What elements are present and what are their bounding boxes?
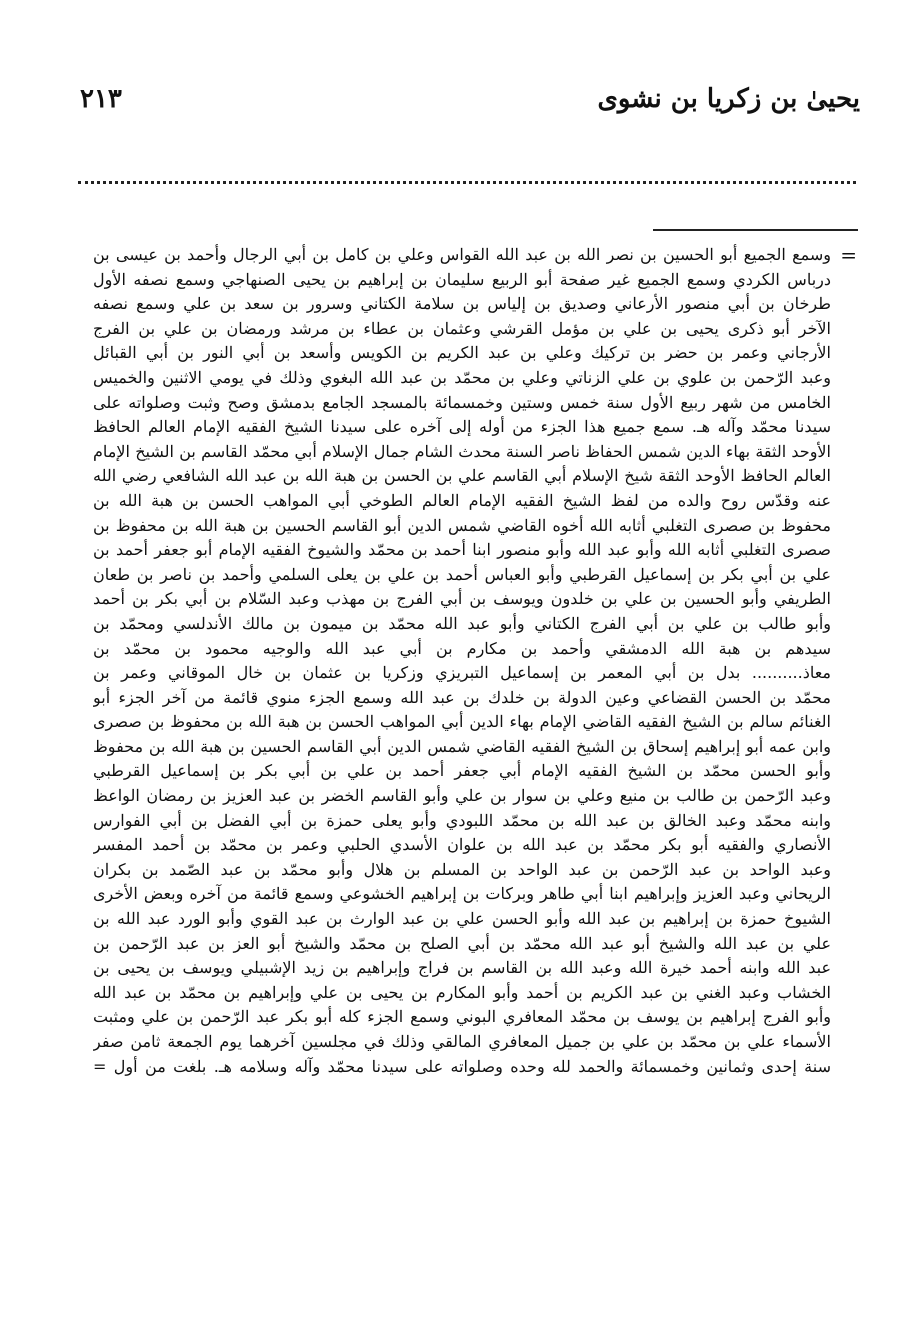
page-number: ٢١٣: [80, 84, 122, 114]
text-line: وأبو الفرج إبراهيم بن يوسف بن محمّد المعافري البوني وسمع الجزء كله أبو بكر عبد الرّحمن بن علي ومثبت: [93, 1007, 831, 1027]
text-line: الخشاب وعبد الغني بن عبد الكريم بن أحمد وأبو المكارم بن يحيى بن علي وإبراهيم بن محمّد بن عبد الله: [93, 982, 831, 1002]
running-title: يحيىٰ بن زكريا بن نشوى: [597, 84, 860, 114]
text-line: وأبو طالب بن علي بن أبي الفرج الكتاني وأبو عبد الله محمّد بن ميمون بن مالك الأندلسي ومحمّد بن: [93, 613, 831, 633]
text-line: الريحاني وعبد العزيز وإبراهيم ابنا أبي طاهر وبركات بن إبراهيم الخشوعي وسمع قائمة من آخره وبعض الأخرى: [93, 884, 831, 904]
text-line: العالم الحافظ الأوحد الثقة شيخ الإسلام أبي القاسم علي بن الحسن بن هبة الله بن عبد الله الشافعي رضي الله: [93, 466, 831, 486]
text-line: علي بن عبد الله والشيخ أبو عبد الله محمّد بن أبي الصلح بن محمّد والشيخ أبو العز بن عبد الرّحمن بن: [93, 933, 831, 953]
text-line: الغنائم سالم بن الشيخ الفقيه القاضي الإمام بهاء الدين أبي المواهب الحسن بن هبة الله بن محفوظ بن صصرى: [93, 712, 831, 732]
text-line: الأسماء علي بن محمّد بن علي بن جميل المعافري المالقي وذلك في مجلسين آخرهما يوم الجمعة ثامن صفر: [93, 1032, 831, 1051]
body-text: [93, 243, 831, 1079]
dotted-separator: [78, 181, 856, 184]
text-line: عنه وقدّس روح والده من لفظ الشيخ الفقيه الإمام العالم الطوخي أبي المواهب الحسن بن هبة الله بن: [93, 490, 831, 510]
text-line: الخامس من شهر ربيع الأول سنة خمس وستين وخمسمائة بالمسجد الجامع بدمشق وصح وثبت وصلواته على: [93, 392, 831, 412]
running-header: [80, 78, 860, 122]
text-line: وعبد الرّحمن بن علوي بن علي الزناتي وعلي بن محمّد بن عبد الله البغوي وذلك في يومي الاثنين والخميس: [93, 367, 831, 387]
text-line: معاذ.......... بدل بن أبي المعمر بن إسماعيل التبريزي وزكريا بن عثمان بن خال الموقاني وعمر بن: [93, 663, 831, 683]
text-line: الأوحد الثقة بهاء الدين شمس الحفاظ ناصر السنة محدث الشام جمال الإسلام أبي محمّد القاسم بن الشيخ الإمام: [93, 441, 831, 461]
text-line: درباس الكردي وسمع الجميع غير صفحة أبو الربيع سليمان بن إبراهيم بن يحيى الصنهاجي وسمع نصفه الأول: [93, 269, 831, 289]
text-line: محفوظ بن صصرى التغلبي أثابه الله أخوه القاضي شمس الدين أبو القاسم الحسين بن هبة الله بن محفوظ بن: [93, 515, 831, 535]
text-line: وأبو الحسن محمّد بن الشيخ الفقيه الإمام أبي جعفر أحمد بن علي بن أبي بكر بن إسماعيل القرطبي: [93, 761, 831, 781]
footnote-rule: [653, 229, 858, 231]
text-line: سيدنا محمّد وآله هـ. سمع جميع هذا الجزء من أوله إلى آخره على سيدنا الشيخ الفقيه الإمام العالم الحافظ: [93, 417, 831, 437]
text-line: طرخان بن أبي منصور الأرعاني وصديق بن إلياس بن سلامة الكتاني وسرور بن سعد بن علي وسمع نصفه: [93, 294, 831, 314]
text-line: صصرى التغلبي أثابه الله وأبو عبد الله وأبو منصور ابنا أحمد بن محمّد والشيوخ الفقيه الإمام أبو جعفر أحمد بن: [93, 540, 831, 560]
text-line: عبد الله وابنه أحمد خيرة الله وعبد الله بن القاسم بن فراج وإبراهيم بن زيد الإشبيلي ويوسف بن يحيى بن: [93, 958, 831, 978]
text-line: محمّد بن الحسن القضاعي وعين الدولة بن خلدك بن عبد الله وسمع الجزء منوي قائمة من آخر الجزء أبو: [93, 687, 831, 707]
text-line: وعبد الرّحمن بن طالب بن منيع وعلي بن سوار بن علي وأبو القاسم الخضر بن عبد العزيز بن رمضان الواعظ: [93, 786, 831, 806]
text-line: سنة إحدى وثمانين وخمسمائة والحمد لله وحده وصلواته على سيدنا محمّد وآله وسلامه هـ. بلغت من أول =: [93, 1056, 831, 1076]
text-line: علي بن أبي بكر بن إسماعيل القرطبي وأبو العباس أحمد بن علي بن يعلى السلمي وأحمد بن ناصر بن طعان: [93, 564, 831, 584]
continuation-mark: =: [840, 243, 857, 267]
text-line: الشيوخ حمزة بن إبراهيم بن عبد الله وأبو الحسن علي بن عبد الوارث بن عبد القوي وأبو الورد عبد الله بن: [93, 909, 831, 929]
text-line: الآخر أبو ذكرى يحيى بن علي بن مؤمل القرشي وعثمان بن عطاء بن مرشد ورمضان بن علي بن الفرج: [93, 318, 831, 338]
text-line: وابن عمه أبو إبراهيم إسحاق بن الشيخ الفقيه القاضي شمس الدين أبي القاسم الحسين بن هبة الله بن محفوظ: [93, 736, 831, 756]
text-line: الأرجاني وعمر بن حضر بن تركيك وعلي بن عبد الكريم بن الكويس وأسعد بن أبي النور بن أبي القبائل: [93, 343, 831, 363]
text-line: الطريفي وأبو الحسين بن علي بن خلدون ويوسف بن أبي الفرج بن مهذب وعبد السّلام بن أبي بكر بن أحمد: [93, 589, 831, 609]
text-line: وعبد الواحد بن عبد الرّحمن بن عبد الواحد بن المسلم بن هلال وأبو محمّد بن عبد الصّمد بن بكران: [93, 859, 831, 879]
text-line: الأنصاري والفقيه أبو بكر محمّد بن عبد الله بن علوان الأسدي الحلبي وعمر بن محمّد بن أحمد المفسر: [93, 835, 831, 855]
text-line: وابنه محمّد وعبد الخالق بن عبد الله بن محمّد اللبودي وأبو يعلى حمزة بن أبي الفضل بن أبي الفوارس: [93, 810, 831, 830]
text-line: وسمع الجميع أبو الحسين بن نصر الله بن عبد الله القواس وعلي بن كامل بن أبي الرجال وأحمد بن عيسى بن: [93, 245, 831, 264]
text-line: سيدهم بن هبة الله الدمشقي وأحمد بن مكارم بن أبي عبد الله والوجيه محمود بن محمّد بن: [93, 638, 831, 658]
